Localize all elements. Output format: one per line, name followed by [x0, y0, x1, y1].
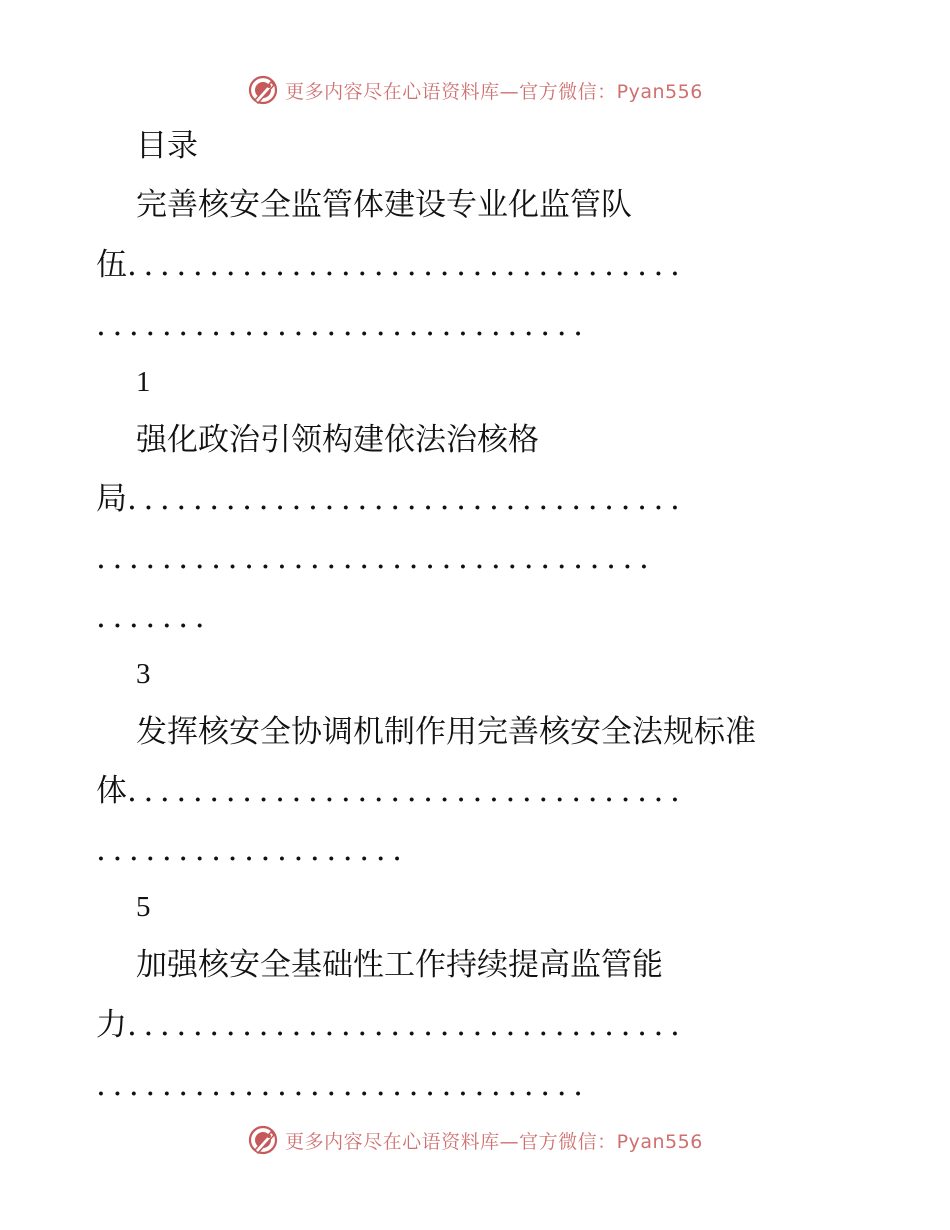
watermark-text: 更多内容尽在心语资料库—官方微信：Pyan556 — [285, 1130, 703, 1153]
toc-entry-3-leader: .................................. — [127, 773, 687, 809]
toc-entry-4-leader: .................................. — [127, 1007, 687, 1043]
toc-heading: 目录 — [136, 128, 198, 164]
toc-entry-1-title-tail: 伍.................................. — [96, 247, 687, 283]
toc-entry-3-title: 发挥核安全协调机制作用完善核安全法规标准 — [136, 714, 756, 750]
toc-entry-2-leader: .................................. — [127, 481, 687, 517]
toc-entry-3-page: 5 — [136, 891, 151, 923]
toc-entry-2-leader-end: ....... — [96, 599, 212, 635]
toc-entry-4-title-tail: 力.................................. — [96, 1007, 687, 1043]
toc-entry-2-title-tail: 局.................................. — [96, 481, 687, 517]
pen-logo-icon — [247, 74, 279, 106]
toc-entry-1-title: 完善核安全监管体建设专业化监管队 — [136, 187, 632, 223]
toc-entry-3-title-tail: 体.................................. — [96, 773, 687, 809]
toc-entry-2-title: 强化政治引领构建依法治核格 — [136, 422, 539, 458]
toc-entry-4-leader-cont: .............................. — [96, 1067, 590, 1103]
toc-entry-4-title: 加强核安全基础性工作持续提高监管能 — [136, 947, 663, 983]
pen-logo-icon — [247, 1124, 279, 1156]
watermark-bottom — [0, 1120, 950, 1160]
toc-entry-1-page: 1 — [136, 366, 151, 398]
watermark-text: 更多内容尽在心语资料库—官方微信：Pyan556 — [285, 80, 703, 103]
watermark-top — [0, 70, 950, 110]
toc-entry-1-leader: .................................. — [127, 247, 687, 283]
toc-entry-1-leader-cont: .............................. — [96, 307, 590, 343]
toc-entry-3-leader-cont: ................... — [96, 832, 409, 868]
toc-entry-2-leader-cont: .................................. — [96, 540, 656, 576]
toc-entry-2-page: 3 — [136, 658, 151, 690]
